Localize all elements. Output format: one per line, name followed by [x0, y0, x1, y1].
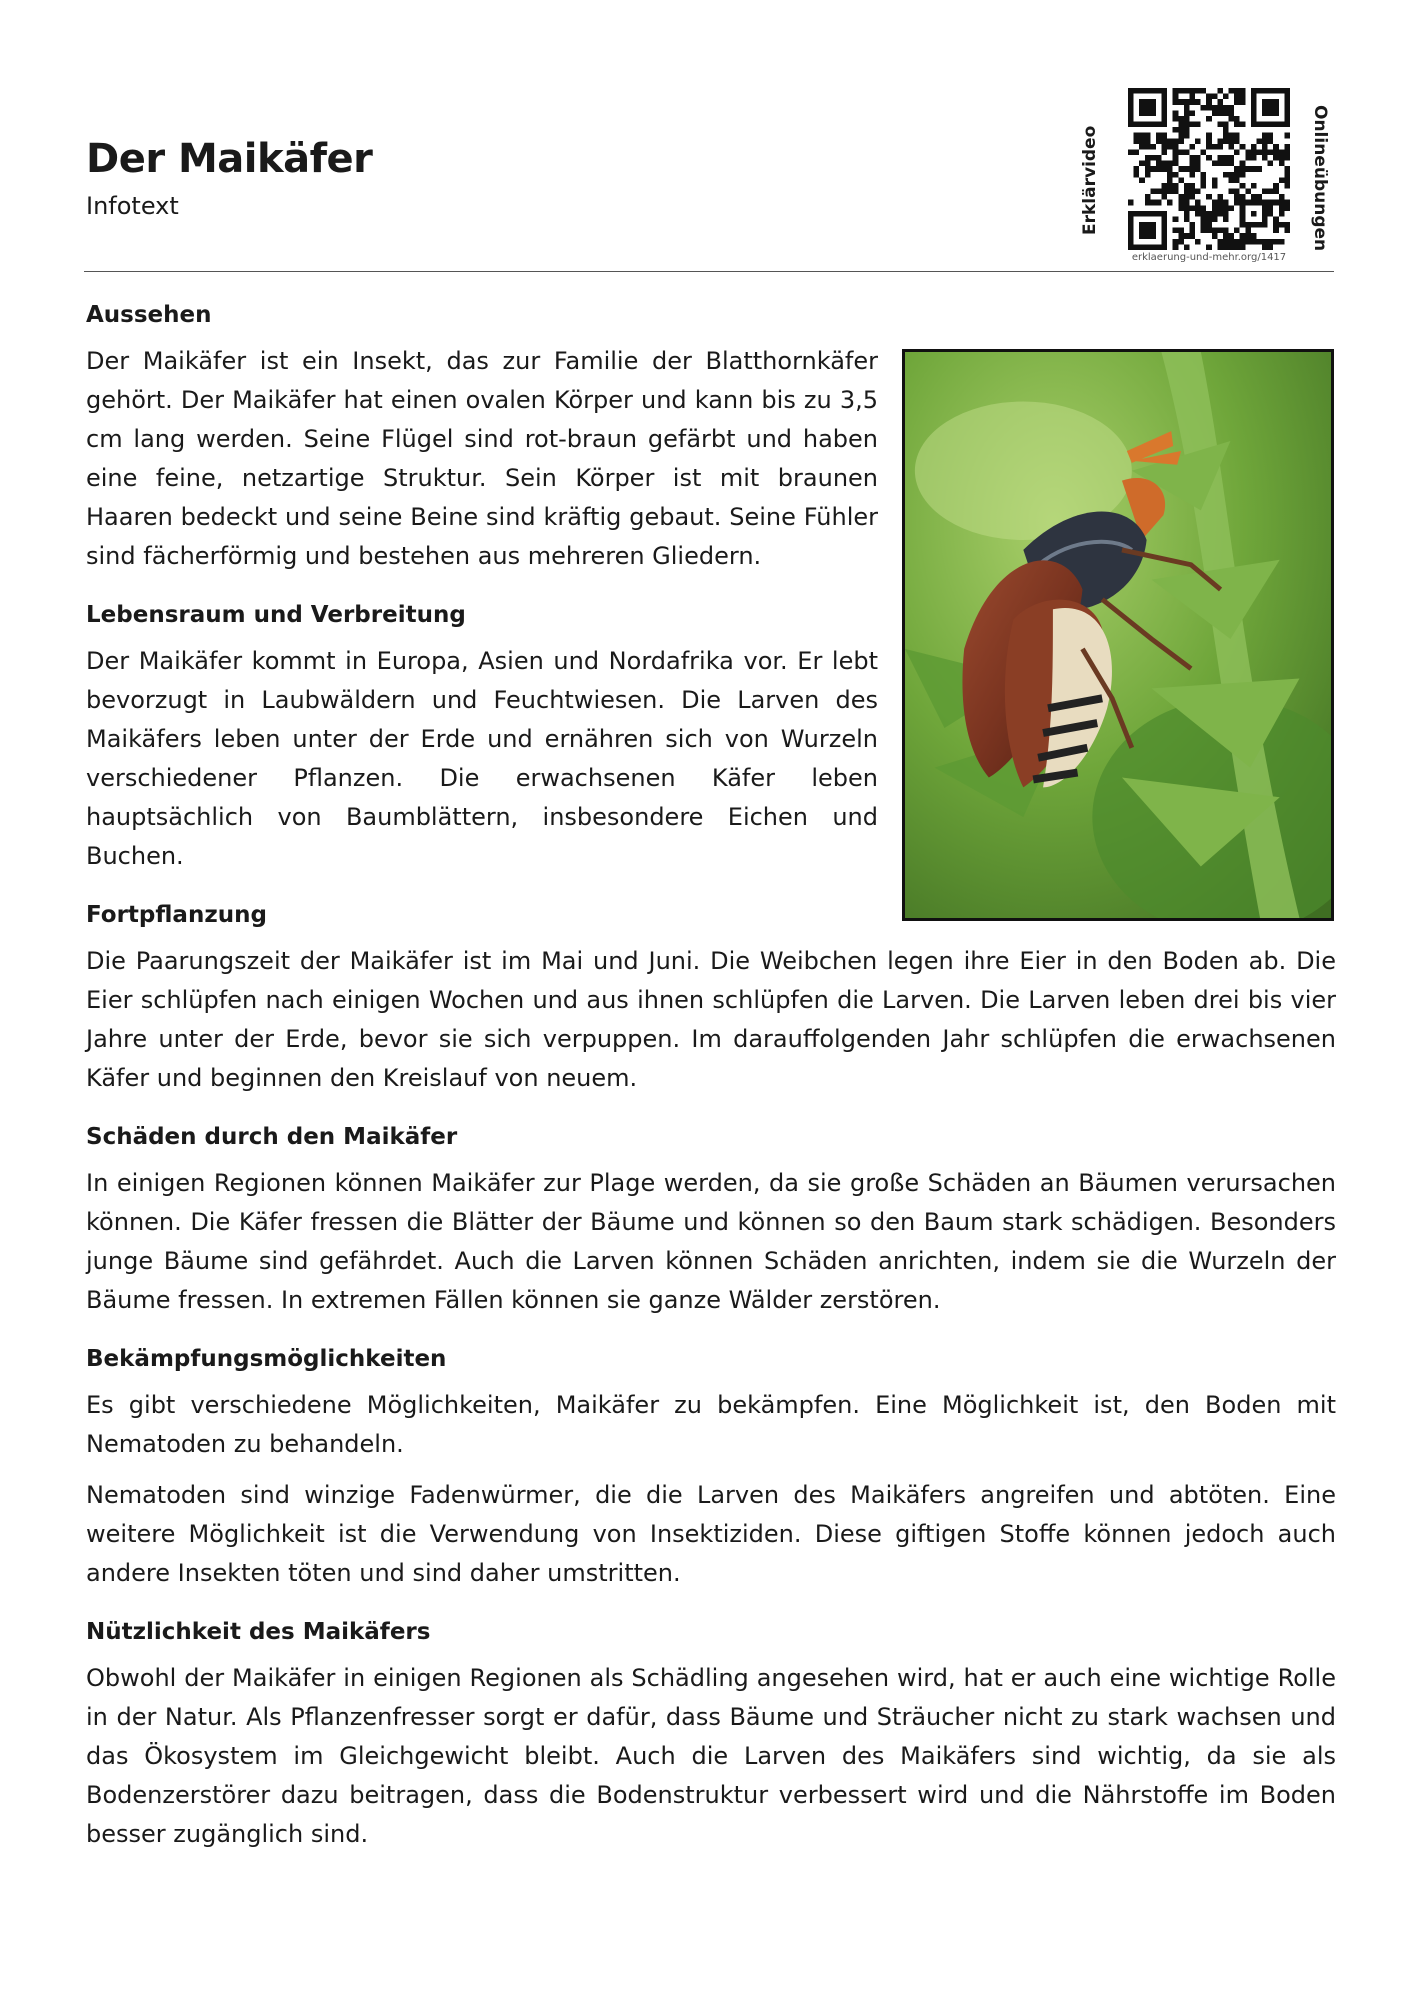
section-heading: Aussehen — [86, 302, 212, 328]
section-heading: Nützlichkeit des Maikäfers — [86, 1619, 431, 1645]
section-paragraph: Die Paarungszeit der Maikäfer ist im Mai und Juni. Die Weibchen legen ihre Eier in den Boden ab. Die Eier schlüpfen nach einigen Wochen und aus ihnen schlüpfen die Larven. Die Larven leben drei bis vier Jahre unter der Erde, bevor sie sich verpuppen. Im darauffolgenden Jahr schlüpfen die erwachsenen Käfer und beginnen den Kreislauf von neuem. — [86, 947, 1336, 1092]
section-fortpflanzung — [86, 898, 1336, 1098]
section-heading: Fortpflanzung — [86, 902, 267, 928]
section-paragraph: Der Maikäfer ist ein Insekt, das zur Familie der Blatthornkäfer gehört. Der Maikäfer hat einen ovalen Körper und kann bis zu 3,5 cm lang werden. Seine Flügel sind rot-braun gefärbt und haben eine feine, netzartige Struktur. Sein Körper ist mit braunen Haaren bedeckt und seine Beine sind kräftig gebaut. Seine Fühler sind fächerförmig und bestehen aus mehreren Gliedern. — [86, 347, 878, 570]
section-heading: Lebensraum und Verbreitung — [86, 602, 466, 628]
section-schaeden — [86, 1120, 1336, 1320]
qr-url[interactable]: erklaerung-und-mehr.org/1417 — [1131, 252, 1287, 263]
section-paragraph: Nematoden sind winzige Fadenwürmer, die die Larven des Maikäfers angreifen und abtöten. Eine weitere Möglichkeit ist die Verwendung von Insektiziden. Diese giftigen Stoffe können jedoch auch andere Insekten töten und sind daher umstritten. — [86, 1481, 1336, 1587]
page-subtitle: Infotext — [86, 192, 179, 220]
document-body — [86, 298, 1336, 1866]
qr-code-graphic — [1128, 88, 1290, 250]
section-nuetzlichkeit — [86, 1615, 1336, 1854]
section-bekaempfung — [86, 1342, 1336, 1593]
section-paragraph: Der Maikäfer kommt in Europa, Asien und Nordafrika vor. Er lebt bevorzugt in Laubwäldern und Feuchtwiesen. Die Larven des Maikäfers leben unter der Erde und ernähren sich von Wurzeln verschiedener Pflanzen. Die erwachsenen Käfer leben hauptsächlich von Baumblättern, insbesondere Eichen und Buchen. — [86, 647, 878, 870]
section-paragraph: Es gibt verschiedene Möglichkeiten, Maikäfer zu bekämpfen. Eine Möglichkeit ist, den Boden mit Nematoden zu behandeln. — [86, 1391, 1336, 1458]
section-aussehen — [86, 298, 1336, 576]
qr-code[interactable] — [1128, 88, 1290, 250]
section-paragraph: Obwohl der Maikäfer in einigen Regionen als Schädling angesehen wird, hat er auch eine wichtige Rolle in der Natur. Als Pflanzenfresser sorgt er dafür, dass Bäume und Sträucher nicht zu stark wachsen und das Ökosystem im Gleichgewicht bleibt. Auch die Larven des Maikäfers sind wichtig, da sie als Bodenzerstörer dazu beitragen, dass die Bodenstruktur verbessert wird und die Nährstoffe im Boden besser zugänglich sind. — [86, 1664, 1336, 1848]
qr-label-exercises: Onlineübungen — [1310, 105, 1330, 252]
section-heading: Schäden durch den Maikäfer — [86, 1124, 458, 1150]
section-lebensraum — [86, 598, 1336, 876]
header-divider — [84, 271, 1334, 272]
section-paragraph: In einigen Regionen können Maikäfer zur Plage werden, da sie große Schäden an Bäumen verursachen können. Die Käfer fressen die Blätter der Bäume und können so den Baum stark schädigen. Besonders junge Bäume sind gefährdet. Auch die Larven können Schäden anrichten, indem sie die Wurzeln der Bäume fressen. In extremen Fällen können sie ganze Wälder zerstören. — [86, 1169, 1336, 1314]
page-title: Der Maikäfer — [86, 136, 373, 182]
section-heading: Bekämpfungsmöglichkeiten — [86, 1346, 447, 1372]
qr-label-video: Erklärvideo — [1080, 125, 1100, 235]
